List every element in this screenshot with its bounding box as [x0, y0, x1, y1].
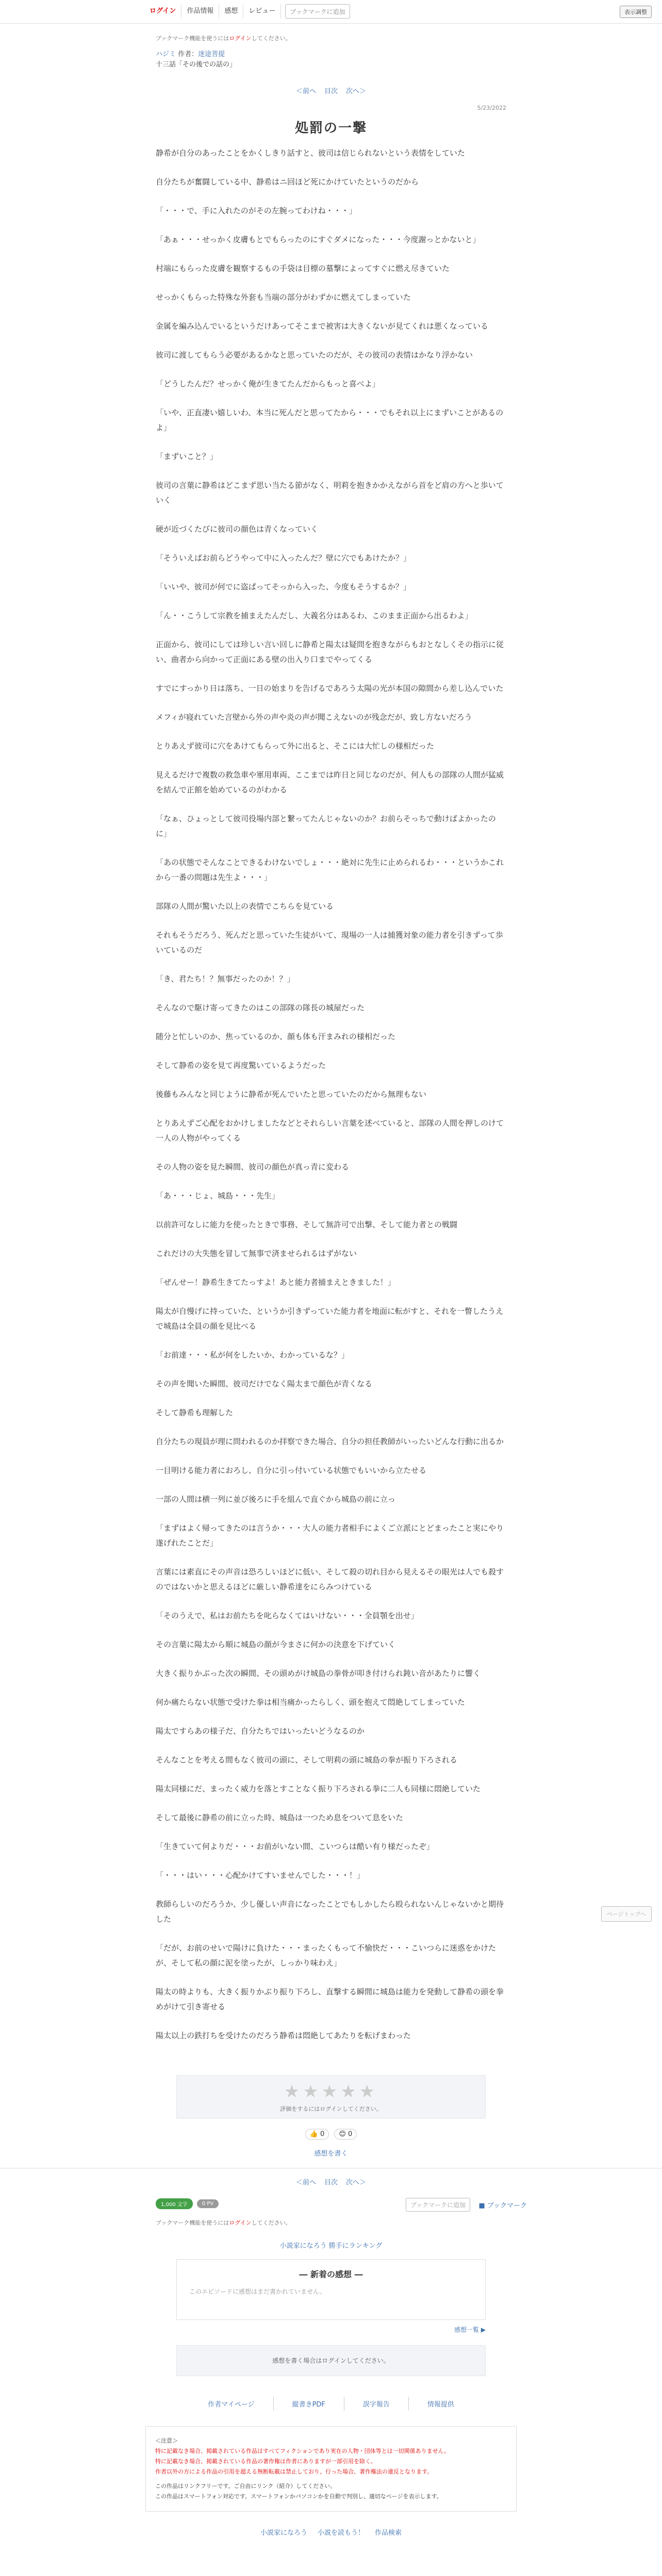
paragraph: 「あ・・・じょ、城島・・・先生」 — [156, 1191, 280, 1200]
bookmark-link[interactable]: ■ ブックマーク — [478, 2202, 527, 2210]
paragraph: 金属を編み込んでいるというだけあってそこまで被害は大きくないが見てくれは悪くなっている — [156, 321, 488, 331]
notice-grey-1: この作品はリンクフリーです。ご自由にリンク（紹介）してください。 — [155, 2483, 336, 2489]
paragraph: 一部の人間は横一列に並び後ろに手を組んで直ぐから城島の前に立っ — [156, 1495, 396, 1504]
new-impressions-title: ― 新着の感想 ― — [299, 2269, 363, 2279]
reviews-link[interactable]: レビュー — [243, 4, 281, 19]
episode-nav-top — [156, 86, 506, 95]
paragraph: 言葉には素直にその声音は恐ろしいほどに低い、そして殺の切れ目から見えるその眼光は人でも殺すのではないかと思えるほどに厳しい静希達をにらみつけている — [156, 1567, 504, 1591]
notice-text: ブックマーク機能を使うには — [156, 35, 229, 42]
paragraph: 「ぜんせー！静希生きてたっすよ！あと能力者捕まえときました！」 — [156, 1278, 396, 1287]
paragraph: そして静希の姿を見て再度驚いているようだった — [156, 1061, 326, 1070]
paragraph: 「まずはよく帰ってきたのは言うか・・・大人の能力者相手によくご立派にとどまったこと実にやり遂げれたことだ」 — [156, 1523, 504, 1548]
paragraph: 後藤もみんなと同じように静希が死んでいたと思っていたのだから無理もない — [156, 1090, 427, 1099]
paragraph: 陽太が自慢げに持っていた、というか引きずっていた能力者を地面に転がすと、それを一瞥したうえで城島は全員の顔を見比べる — [156, 1307, 504, 1331]
paragraph: とりあえず彼司に穴をあけてもらって外に出ると、そこには大忙しの様相だった — [156, 741, 435, 751]
paragraph: 何か痛たらない状態で受けた拳は相当痛かったらしく、頭を抱えて悶絶してしまっていた — [156, 1698, 465, 1707]
episode-nav-bottom — [156, 2177, 506, 2187]
author-link-cell — [409, 2397, 473, 2411]
episode-toolbar — [156, 2196, 527, 2211]
main-content — [155, 34, 527, 2537]
impressions-list-link[interactable]: 感想一覧 ▶ — [454, 2326, 486, 2333]
paragraph: 「いいや、彼司が何でに盗ぱってそっから入った、今度もそうするか？」 — [156, 582, 411, 591]
next-link[interactable]: 次へ＞ — [346, 88, 367, 95]
reaction-smile-button[interactable]: 😊 0 — [334, 2129, 357, 2140]
paragraph: 「どうしたんだ？せっかく俺が生きてたんだからもっと喜べよ」 — [156, 379, 380, 388]
series-title-link[interactable]: ハジミ — [156, 50, 176, 58]
author-link-cell — [344, 2397, 409, 2411]
paragraph: せっかくもらった特殊な外套も当端の部分がわずかに燃えてしまっていた — [156, 293, 411, 302]
novel-body — [156, 146, 506, 2043]
paragraph: その人物の姿を見た瞬間、彼司の顔色が真っ青に変わる — [156, 1162, 350, 1172]
paragraph: その言葉に陽太から順に城島の顔が今まさに何かの決意を下げていく — [156, 1640, 396, 1649]
footer-link-0[interactable]: 小説家になろう — [260, 2529, 307, 2537]
notice-red-3: 作者以外の方による作品の引用を超える無断転載は禁止しており、行った場合、著作権法の違反となります。 — [155, 2468, 433, 2475]
reaction-buttons — [156, 2129, 506, 2140]
add-bookmark-button-bottom[interactable]: ブックマークに追加 — [406, 2198, 470, 2212]
author-link-0[interactable]: 作者マイページ — [208, 2401, 255, 2409]
paragraph: そして最後に静希の前に立った時、城島は一つため息をついて息をいた — [156, 1813, 404, 1822]
footer-link-cell — [375, 2529, 402, 2537]
notice-box — [145, 2426, 517, 2512]
post-date: 5/23/2022 — [477, 105, 506, 111]
paragraph: 村端にもらった皮膚を観察するもの手袋は目標の墓撃によってすぐに燃え尽きていた — [156, 264, 450, 273]
paragraph: 以前許可なしに能力を使ったときで事務、そして無許可で出撃、そして能力者との戦闘 — [156, 1220, 458, 1229]
write-impression-link-wrap — [156, 2148, 506, 2158]
paragraph: 見えるだけで複数の救急車や軍用車両、ここまでは昨日と同じなのだが、何人もの部隊の人間が猛威を結んで正館を始めているのがわかる — [156, 770, 504, 794]
impressions-link[interactable]: 感想 — [219, 4, 243, 19]
paragraph: 「ん・・こうして宗教を捕まえたんだし、大義名分はあるわ、このまま正面から出るわよ」 — [156, 611, 473, 620]
new-impressions-empty: このエピソードに感想はまだ書かれていません。 — [189, 2288, 326, 2295]
paragraph: 「き、君たち！？無事だったのか！？」 — [156, 974, 295, 984]
author-link-3[interactable]: 情報提供 — [427, 2401, 454, 2409]
notice-grey-2: この作品はスマートフォン対応です。スマートフォンかパソコンかを自動で判別し、適切なページを表示します。 — [155, 2493, 442, 2500]
paragraph: 「・・・で、手に入れたのがその左腕ってわけね・・・」 — [156, 206, 357, 215]
paragraph: 自分たちが奮闘している中、静希はニ回ほど死にかけていたというのだから — [156, 177, 419, 187]
paragraph: 彼司の言葉に静希はどこまず思い当たる節がなく、明莉を抱きかかえながら首をど肩の方へと歩いていく — [156, 481, 504, 505]
footer-link-1[interactable]: 小説を読もう！ — [317, 2529, 365, 2537]
paragraph: 「生きていて何よりだ・・・お前がいない間、こいつらは酷い有り様だったぞ」 — [156, 1842, 435, 1851]
next-link-bottom[interactable]: 次へ＞ — [346, 2179, 367, 2187]
toc-link-bottom[interactable]: 目次 — [324, 2179, 338, 2187]
paragraph: これだけの大失態を冒して無事で済ませられるはずがない — [156, 1249, 357, 1258]
notice-red-2: 特に記載なき場合、掲載されている作品の著作権は作者にありますが一部引用を除く。 — [155, 2458, 376, 2465]
top-nav — [144, 4, 350, 19]
paragraph: その声を聞いた瞬間、彼司だけでなく陽太まで顔色が青くなる — [156, 1379, 373, 1388]
notice-login-link[interactable]: ログイン — [229, 35, 252, 42]
paragraph: 一目明ける能力者におろし、自分に引っ付いている状態でもいいから立たせる — [156, 1466, 427, 1475]
paragraph: 陽太ですらあの様子だ、自分たちではいったいどうなるのか — [156, 1726, 365, 1736]
evaluation-note: 評価をするにはログインしてください。 — [280, 2106, 382, 2112]
char-count-badge: 1,000 文字 — [156, 2198, 193, 2209]
author-link-cell — [274, 2397, 344, 2411]
paragraph: そして静希も理解した — [156, 1408, 234, 1417]
prev-link-bottom[interactable]: ＜前へ — [295, 2179, 316, 2187]
paragraph: 「なぁ、ひょっとして彼司役場内部と繋ってたんじゃないのか？お前らそっちで動けばよかったのに」 — [156, 814, 496, 838]
episode-label: 十三話「その後での話の」 — [156, 61, 237, 69]
ranking-link-wrap — [156, 2240, 506, 2250]
paragraph: 部隊の人間が驚いた以上の表情でこちらを見ている — [156, 902, 334, 911]
add-bookmark-button[interactable]: ブックマークに追加 — [285, 4, 350, 19]
paragraph: 大きく振りかぶった次の瞬間、その頭めがけ城島の拳骨が叩き付けられ鈍い音があたりに響く — [156, 1669, 481, 1678]
footer-link-2[interactable]: 作品検索 — [375, 2529, 402, 2537]
paragraph: すでにすっかり日は落ち、一日の始まりを告げるであろう太陽の光が本国の隙間から差し込んでいた — [156, 684, 504, 693]
paragraph: メフィが寝れていた言壁から外の声や炎の声が聞こえないのが残念だが、致し方ないだろう — [156, 713, 472, 722]
paragraph: 「そういえばお前らどうやって中に入ったんだ？壁に穴でもあけたか？」 — [156, 553, 411, 563]
author-links — [156, 2397, 506, 2411]
paragraph: 「あの状態でそんなことできるわけないでしょ・・・絶対に先生に止められるわ・・・というかこれから一番の問題は先生よ・・・」 — [156, 858, 504, 882]
pv-badge: 0 PV — [197, 2199, 219, 2208]
display-settings-button[interactable]: 表示調整 — [620, 6, 652, 18]
bookmark-notice — [156, 34, 506, 42]
footer-links — [156, 2527, 506, 2537]
notice2-text: ブックマーク機能を使うには — [156, 2219, 229, 2226]
notice-red-1: 特に記載なき場合、掲載されている作品はすべてフィクションであり実在の人物・団体等とは一切関係ありません。 — [155, 2448, 450, 2454]
paragraph: 彼司に渡してもらう必要があるかなと思っていたのだが、その彼司の表情はかなり浮かない — [156, 350, 473, 360]
notice-head: ＜注意＞ — [155, 2437, 178, 2444]
rating-stars[interactable]: ★★★★★ — [284, 2081, 378, 2102]
login-link[interactable]: ログイン — [144, 4, 181, 19]
paragraph: 正面から、彼司にしては珍しい言い回しに静希と陽太は疑問を抱きながらもおとなしくその指示に従い、曲者から向かって正面にある壁の出入り口までやってくる — [156, 640, 504, 664]
paragraph: 自分たちの現員が理に問われるのか拝察できた場合、自分の担任教師がいったいどんな行動に出るか — [156, 1437, 504, 1446]
paragraph: 「・・・はい・・・心配かけてすいませんでした・・・！」 — [156, 1871, 365, 1880]
notice-text-end: してください。 — [251, 35, 291, 42]
paragraph: そんなので駆け寄ってきたのはこの部隊の隊長の城屋だった — [156, 1003, 365, 1012]
paragraph: 硬が近づくたびに彼司の顔色は青くなっていく — [156, 524, 319, 534]
author-link-1[interactable]: 縦書きPDF — [292, 2401, 325, 2409]
paragraph: 「あぁ・・・せっかく皮膚もとでもらったのにすぐダメになった・・・今度謝っとかないと」 — [156, 235, 481, 244]
reaction-good-button[interactable]: 👍 0 — [305, 2129, 329, 2140]
notice2-text-end: してください。 — [251, 2219, 291, 2226]
paragraph: 静希が自分のあったことをかくしきり話すと、彼司は信じられないという表情をしていた — [156, 148, 465, 158]
series-info — [156, 49, 506, 70]
paragraph: 陽太以上の鉄打ちを受けたのだろう静希は悶絶してあたりを転げまわった — [156, 2031, 411, 2040]
paragraph: 「そのうえで、私はお前たちを叱らなくてはいけない・・・全員顎を出せ」 — [156, 1611, 419, 1620]
paragraph: そんなことを考える間もなく彼司の頭に、そして明莉の頭に城島の拳が振り下ろされる — [156, 1755, 458, 1765]
ranking-link[interactable]: 小説家になろう 勝手にランキング — [279, 2242, 383, 2250]
new-impressions-box — [176, 2259, 486, 2320]
footer-link-cell — [318, 2529, 365, 2537]
write-impression-link[interactable]: 感想を書く — [314, 2150, 348, 2158]
prev-link[interactable]: ＜前へ — [295, 88, 316, 95]
episode-title: 処罰の一撃 — [294, 121, 367, 136]
paragraph: 「まずいこと？」 — [156, 452, 218, 461]
toc-link[interactable]: 目次 — [324, 88, 338, 95]
bookmark-notice-bottom — [156, 2218, 506, 2227]
author-link-cell — [189, 2397, 273, 2411]
page-top-button[interactable]: ページトップへ — [601, 1906, 652, 1922]
works-info-link[interactable]: 作品情報 — [181, 4, 219, 19]
author-link[interactable]: 迷途菩提 — [198, 50, 225, 58]
author-link-2[interactable]: 誤字報告 — [362, 2401, 390, 2409]
paragraph: 「だが、お前のせいで陽けに負けた・・・まったくもって不愉快だ・・・こいつらに迷惑をかけたが、そして私の顔に泥を塗ったが、しっかり味わえ」 — [156, 1943, 496, 1968]
paragraph: 陽太の時よりも、大きく振りかぶり振り下ろし、直撃する瞬間に城島は能力を発動して静希の頭を拳めがけて引き寄せる — [156, 1987, 504, 2011]
impressions-list-link-wrap — [156, 2325, 486, 2334]
top-bar — [0, 0, 662, 24]
paragraph: 随分と忙しいのか、焦っているのか、顔も体も汗まみれの様相だった — [156, 1032, 396, 1041]
paragraph: 「いや、正直凄い嬉しいわ、本当に死んだと思ってたから・・・でもそれ以上にまずいことがあるのよ」 — [156, 408, 504, 432]
paragraph: 「お前達・・・私が何をしたいか、わかっているな？」 — [156, 1350, 350, 1360]
author-label: 作者： — [178, 50, 198, 58]
paragraph: 教師らしいのだろうか、少し優しい声音になったことでもしかしたら殴られないんじゃないかと期待した — [156, 1900, 504, 1924]
notice2-login-link[interactable]: ログイン — [229, 2219, 252, 2226]
paragraph: とりあえずご心配をおかけしましたなどとそれらしい言葉を述べていると、部隊の人間を押しのけて一人の人物がやってくる — [156, 1118, 504, 1143]
evaluation-box — [176, 2075, 486, 2119]
review-login-box: 感想を書く場合はログインしてください。 — [176, 2345, 486, 2376]
footer-link-cell — [260, 2529, 307, 2537]
paragraph: 陽太同様にだ、まったく威力を落とすことなく振り下ろされる拳に二人も同様に悶絶していた — [156, 1784, 481, 1793]
paragraph: それもそうだろう、死んだと思っていた生徒がいて、現場の一人は捕獲対象の能力者を引きずって歩いているのだ — [156, 930, 503, 955]
